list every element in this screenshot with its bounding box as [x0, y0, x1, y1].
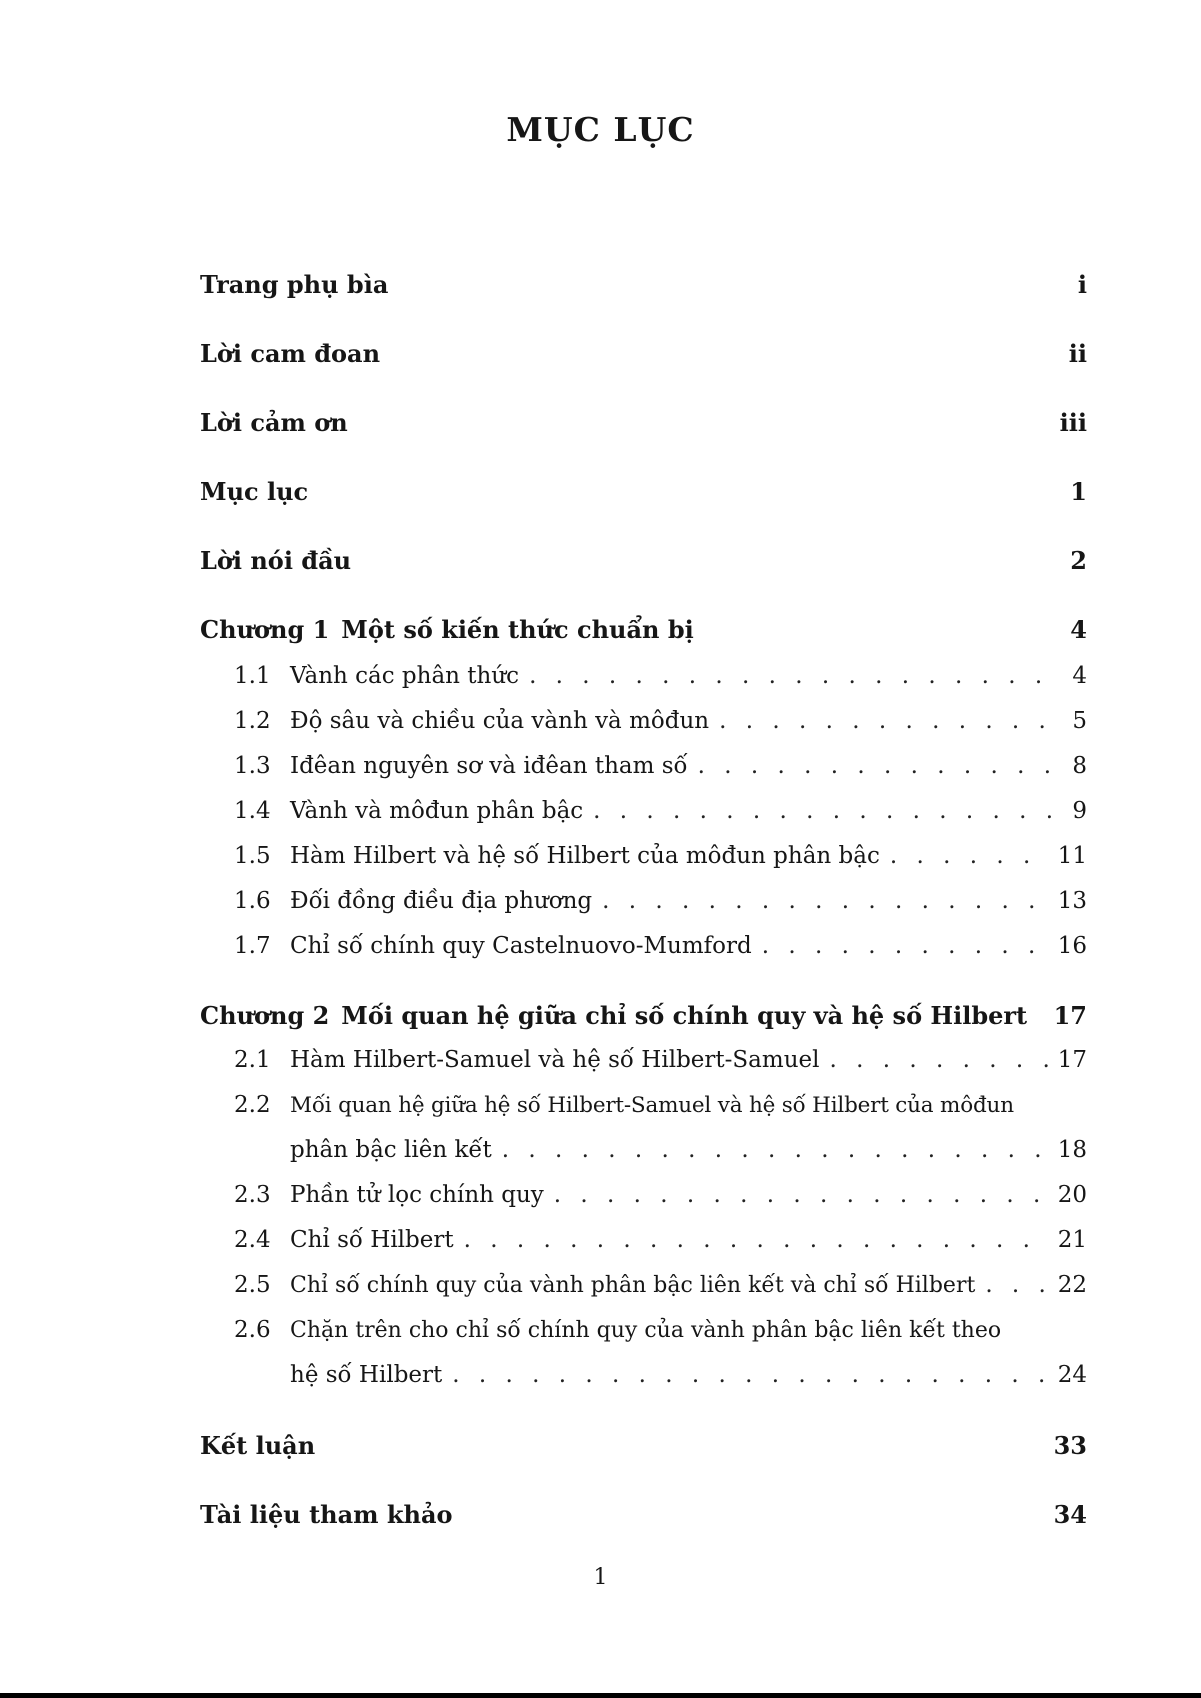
- toc-section[interactable]: [234, 888, 1087, 914]
- toc-entry-title: Tài liệu tham khảo: [200, 1500, 453, 1529]
- toc-page-number: 20: [1057, 1182, 1087, 1208]
- section-number: 1.4: [234, 798, 271, 824]
- toc-section[interactable]: [234, 1317, 1087, 1343]
- toc-entry-conclusion[interactable]: [200, 1431, 1087, 1460]
- toc-entry-title: Lời nói đầu: [200, 546, 352, 575]
- page-number: 1: [593, 1565, 608, 1590]
- toc-section[interactable]: [234, 1047, 1087, 1073]
- toc-page-number: 17: [1053, 1001, 1087, 1030]
- toc-entry-title: Lời cảm ơn: [200, 408, 348, 437]
- dot-leader: [502, 1137, 1050, 1163]
- chapter-title: Mối quan hệ giữa chỉ số chính quy và hệ số Hilbert: [341, 1001, 1028, 1030]
- toc-page-number: 34: [1053, 1500, 1087, 1529]
- toc-entry-references[interactable]: [200, 1500, 1087, 1529]
- section-title: Hàm Hilbert-Samuel và hệ số Hilbert-Samuel: [290, 1047, 820, 1073]
- toc-page-number: 22: [1057, 1272, 1087, 1298]
- toc-page-number: 2: [1070, 546, 1087, 575]
- chapter-label: Chương 1: [200, 615, 330, 644]
- dot-leader: [452, 1362, 1049, 1388]
- section-title: Vành và môđun phân bậc: [290, 798, 584, 824]
- toc-page-number: 13: [1057, 888, 1087, 914]
- section-title: Chỉ số chính quy Castelnuovo-Mumford: [290, 933, 752, 959]
- section-number: 1.3: [234, 753, 271, 779]
- section-title: Mối quan hệ giữa hệ số Hilbert-Samuel và hệ số Hilbert của môđun: [290, 1093, 1014, 1118]
- chapter-title: Một số kiến thức chuẩn bị: [341, 615, 694, 644]
- dot-leader: [554, 1182, 1050, 1208]
- toc-page-number: 33: [1053, 1431, 1087, 1460]
- toc-section-continuation[interactable]: [290, 1362, 1087, 1388]
- section-number: 1.7: [234, 933, 271, 959]
- toc-chapter-1[interactable]: [200, 615, 1087, 644]
- toc-page-number: 11: [1057, 843, 1087, 869]
- chapter-label: Chương 2: [200, 1001, 330, 1030]
- section-title: Chỉ số Hilbert: [290, 1227, 454, 1253]
- section-title: Hàm Hilbert và hệ số Hilbert của môđun phân bậc: [290, 843, 880, 869]
- dot-leader: [719, 708, 1051, 734]
- toc-section[interactable]: [234, 1227, 1087, 1253]
- section-title: Vành các phân thức: [290, 663, 520, 689]
- toc-chapter-2[interactable]: [200, 1001, 1087, 1030]
- toc-page-number: ii: [1068, 339, 1087, 368]
- toc-entry-title: Mục lục: [200, 477, 309, 506]
- toc-entry-title: Trang phụ bìa: [200, 270, 389, 299]
- toc-entry-title: Lời cam đoan: [200, 339, 381, 368]
- toc-section[interactable]: [234, 933, 1087, 959]
- section-title: Chỉ số chính quy của vành phân bậc liên kết và chỉ số Hilbert: [290, 1273, 976, 1298]
- dot-leader: [529, 663, 1051, 689]
- toc-page-number: 4: [1070, 615, 1087, 644]
- toc-page-number: iii: [1059, 408, 1087, 437]
- dot-leader: [698, 753, 1051, 779]
- dot-leader: [985, 1272, 1049, 1298]
- section-title-continuation: hệ số Hilbert: [290, 1362, 443, 1388]
- section-number: 2.3: [234, 1182, 271, 1208]
- toc-page-number: 4: [1072, 663, 1087, 689]
- dot-leader: [602, 888, 1050, 914]
- toc-page-number: 21: [1057, 1227, 1087, 1253]
- toc-section[interactable]: [234, 753, 1087, 779]
- section-title: Đối đồng điều địa phương: [290, 888, 593, 914]
- section-number: 2.2: [234, 1092, 271, 1118]
- section-number: 2.4: [234, 1227, 271, 1253]
- toc-entry-title: Kết luận: [200, 1431, 316, 1460]
- toc-entry-acknowledgements[interactable]: [200, 408, 1087, 437]
- section-number: 1.5: [234, 843, 271, 869]
- page-title: MỤC LỤC: [506, 110, 695, 149]
- toc-page-number: 16: [1057, 933, 1087, 959]
- toc-section[interactable]: [234, 1182, 1087, 1208]
- toc-entry-cover[interactable]: [200, 270, 1087, 299]
- section-number: 1.2: [234, 708, 271, 734]
- section-number: 2.5: [234, 1272, 271, 1298]
- section-number: 1.6: [234, 888, 271, 914]
- section-number: 2.1: [234, 1047, 271, 1073]
- toc-entry-contents[interactable]: [200, 477, 1087, 506]
- toc-page-number: 9: [1072, 798, 1087, 824]
- toc-page-number: 8: [1072, 753, 1087, 779]
- toc-page-number: 1: [1070, 477, 1087, 506]
- dot-leader: [890, 843, 1050, 869]
- section-title: Iđêan nguyên sơ và iđêan tham số: [290, 753, 688, 779]
- toc-section[interactable]: [234, 843, 1087, 869]
- section-title: Độ sâu và chiều của vành và môđun: [290, 708, 710, 734]
- section-title-continuation: phân bậc liên kết: [290, 1137, 492, 1163]
- toc-section[interactable]: [234, 798, 1087, 824]
- toc-page-number: 5: [1072, 708, 1087, 734]
- toc-page-number: 24: [1057, 1362, 1087, 1388]
- toc-section[interactable]: [234, 1272, 1087, 1298]
- section-title: Chặn trên cho chỉ số chính quy của vành phân bậc liên kết theo: [290, 1318, 1002, 1343]
- toc-section-continuation[interactable]: [290, 1137, 1087, 1163]
- toc-page-number: 18: [1057, 1137, 1087, 1163]
- section-number: 2.6: [234, 1317, 271, 1343]
- bottom-border: [0, 1693, 1201, 1698]
- toc-section[interactable]: [234, 708, 1087, 734]
- toc-section[interactable]: [234, 1092, 1087, 1118]
- toc-section[interactable]: [234, 663, 1087, 689]
- dot-leader: [762, 933, 1050, 959]
- toc-page-number: i: [1077, 270, 1087, 299]
- dot-leader: [464, 1227, 1050, 1253]
- toc-entry-preface[interactable]: [200, 546, 1087, 575]
- toc-entry-declaration[interactable]: [200, 339, 1087, 368]
- section-number: 1.1: [234, 663, 271, 689]
- dot-leader: [829, 1047, 1049, 1073]
- toc-page-number: 17: [1057, 1047, 1087, 1073]
- dot-leader: [593, 798, 1051, 824]
- section-title: Phần tử lọc chính quy: [290, 1182, 544, 1208]
